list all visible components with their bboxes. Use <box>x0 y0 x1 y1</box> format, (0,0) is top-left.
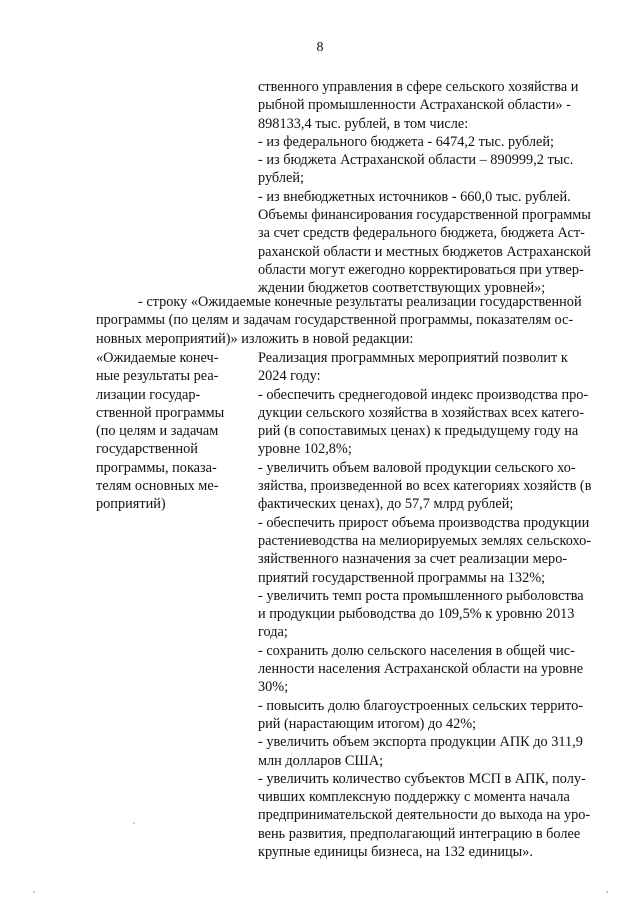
text-line: - повысить долю благоустроенных сельских террито- <box>258 697 584 714</box>
text-line: фактических ценах), до 57,7 млрд рублей; <box>258 496 514 513</box>
text-line: области могут ежегодно корректироваться при утвер- <box>258 261 584 278</box>
text-line: рыбной промышленности Астраханской области» - <box>258 97 571 114</box>
text-line: - из федерального бюджета - 6474,2 тыс. рублей; <box>258 133 554 150</box>
text-line: - из внебюджетных источников - 660,0 тыс. рублей. <box>258 188 571 205</box>
text-line: - обеспечить прирост объема производства продукции <box>258 514 590 531</box>
text-line: рий (в сопоставимых ценах) к предыдущему году на <box>258 423 579 440</box>
text-line: - увеличить темп роста промышленного рыболовства <box>258 587 584 604</box>
text-line: ственной программы <box>96 404 225 421</box>
financing-text-block <box>258 78 616 298</box>
text-line: 2024 году: <box>258 368 321 385</box>
row-label-cell <box>96 349 246 514</box>
text-line: чивших комплексную поддержку с момента начала <box>258 789 570 806</box>
text-line: лизации государ- <box>96 386 201 403</box>
text-line: рий (нарастающим итогом) до 42%; <box>258 715 477 732</box>
text-line: новных мероприятий)» изложить в новой редакции: <box>96 330 414 347</box>
text-line: - сохранить долю сельского населения в общей чис- <box>258 642 575 659</box>
scan-speck <box>33 891 35 893</box>
text-line: роприятий) <box>96 496 166 513</box>
text-line: Объемы финансирования государственной программы <box>258 207 591 224</box>
text-line: государственной <box>96 441 198 458</box>
text-line: - увеличить количество субъектов МСП в АПК, полу- <box>258 770 586 787</box>
text-line: телям основных ме- <box>96 478 219 495</box>
expected-results-cell <box>258 349 616 861</box>
text-line: ленности населения Астраханской области на уровне <box>258 661 584 678</box>
text-line: приятий государственной программы на 132%; <box>258 569 546 586</box>
text-line: ждении бюджетов соответствующих уровней»; <box>258 280 546 297</box>
text-line: рублей; <box>258 170 304 187</box>
text-line: - увеличить объем экспорта продукции АПК до 311,9 <box>258 734 583 751</box>
text-line: Реализация программных мероприятий позволит к <box>258 350 568 366</box>
text-line: зяйства, произведенной во всех категориях хозяйств (в <box>258 478 592 495</box>
text-line: зяйственного назначения за счет реализации меро- <box>258 551 568 568</box>
text-line: - обеспечить среднегодовой индекс производства про- <box>258 386 589 403</box>
text-line: крупные единицы бизнеса, на 132 единицы». <box>258 844 533 861</box>
text-line: вень развития, предполагающий интеграцию в более <box>258 825 581 842</box>
text-line: «Ожидаемые конеч- <box>96 350 219 366</box>
text-line: программы (по целям и задачам государственной программы, показателям ос- <box>96 312 574 329</box>
text-line: - увеличить объем валовой продукции сельского хо- <box>258 459 576 476</box>
text-line: млн долларов США; <box>258 752 384 769</box>
text-line: за счет средств федерального бюджета, бюджета Аст- <box>258 225 585 242</box>
text-line: 30%; <box>258 679 289 696</box>
amendment-intro-paragraph <box>96 293 616 348</box>
scan-speck <box>606 891 608 893</box>
text-line: растениеводства на мелиорируемых землях сельскохо- <box>258 532 592 549</box>
text-line: программы, показа- <box>96 459 217 476</box>
text-line: дукции сельского хозяйства в хозяйствах всех катего- <box>258 404 585 421</box>
text-line: ные результаты реа- <box>96 368 219 385</box>
text-line: и продукции рыбоводства до 109,5% к уровню 2013 <box>258 606 575 623</box>
text-line: уровне 102,8%; <box>258 441 352 458</box>
scan-speck <box>133 822 135 824</box>
text-line: 898133,4 тыс. рублей, в том числе: <box>258 115 469 132</box>
text-line: раханской области и местных бюджетов Астраханской <box>258 243 591 260</box>
text-line: года; <box>258 624 288 641</box>
text-line: - строку «Ожидаемые конечные результаты реализации государственной <box>138 294 582 310</box>
text-line: - из бюджета Астраханской области – 890999,2 тыс. <box>258 152 574 169</box>
text-line: (по целям и задачам <box>96 423 219 440</box>
text-line: ственного управления в сфере сельского хозяйства и <box>258 79 579 95</box>
page-number: 8 <box>316 40 324 55</box>
text-line: предпринимательской деятельности до выхода на уро- <box>258 807 591 824</box>
